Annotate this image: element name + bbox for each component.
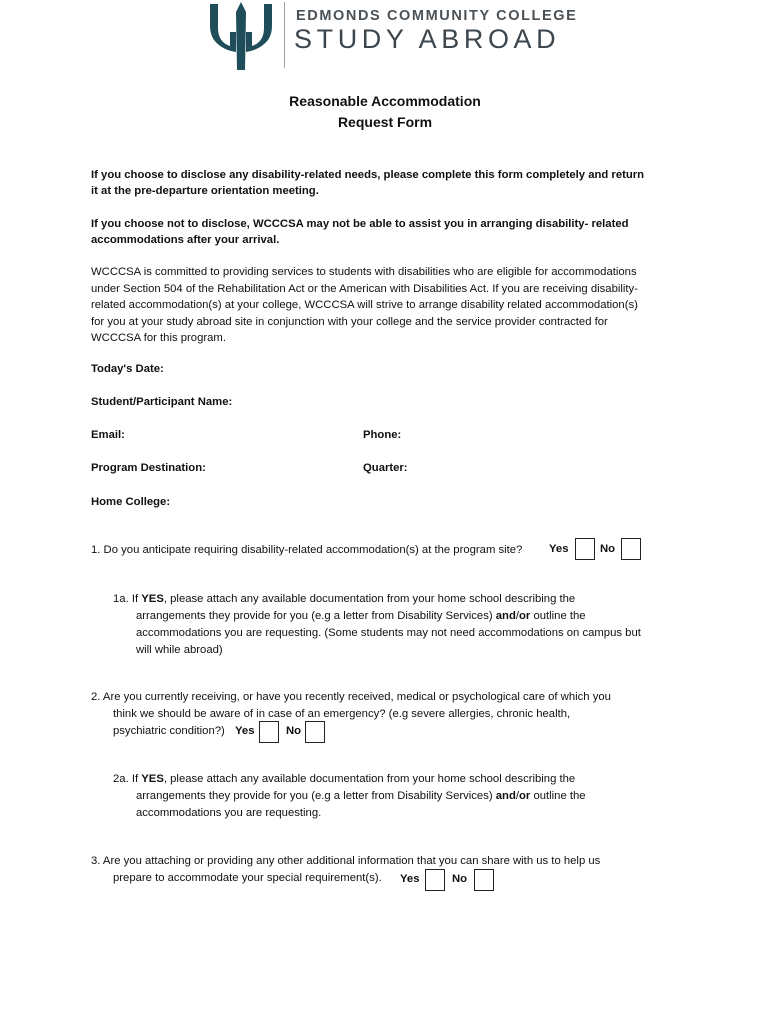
program-destination-label: Program Destination:: [91, 462, 206, 474]
home-college-label: Home College:: [91, 496, 171, 508]
q1-yes-checkbox[interactable]: [575, 538, 595, 560]
program-name: STUDY ABROAD: [294, 24, 561, 54]
todays-date-label: Today's Date:: [91, 363, 164, 375]
q2-no-checkbox[interactable]: [305, 721, 325, 743]
q1-yes-label: Yes: [549, 543, 569, 555]
college-name: EDMONDS COMMUNITY COLLEGE: [296, 8, 578, 24]
question-2a: 2a. If YES, please attach any available documentation from your home school describing the arrangements they provide for you (e.g a letter from Disability Services) and/or outline the accommodations you are requesting.: [113, 773, 586, 819]
q2-yes-label: Yes: [235, 725, 255, 737]
question-3: 3. Are you attaching or providing any other additional information that you can share with us to help us prepare to accommodate your special requirement(s).: [91, 855, 601, 884]
q1-no-checkbox[interactable]: [621, 538, 641, 560]
form-title: Reasonable Accommodation: [289, 93, 481, 109]
question-1a: 1a. If YES, please attach any available documentation from your home school describing the arrangements they provide for you (e.g a letter from Disability Services) and/or outline the accommodations you are requesting. (Some students may not need accommodations on campus but will while abroad): [113, 593, 641, 656]
question-1: 1. Do you anticipate requiring disability-related accommodation(s) at the program site?: [91, 544, 523, 556]
commitment-paragraph: WCCCSA is committed to providing services to students with disabilities who are eligible for accommodations under Section 504 of the Rehabilitation Act or the American with Disabilities Act. If you are receiving disability- related accommodation(s) at your college, WCCCSA will strive to arrange disability related accommodation(s) for you at your study abroad site in conjunction with your college and the service provider contracted for WCCCSA for this program.: [91, 266, 638, 345]
disclose-paragraph: If you choose to disclose any disability-related needs, please complete this form completely and return it at the pre-departure orientation meeting.: [91, 169, 645, 197]
email-label: Email:: [91, 429, 125, 441]
participant-name-label: Student/Participant Name:: [91, 396, 233, 408]
trident-icon: [208, 2, 274, 70]
quarter-label: Quarter:: [363, 462, 408, 474]
q3-yes-checkbox[interactable]: [425, 869, 445, 891]
logo-divider: [284, 2, 285, 68]
question-2: 2. Are you currently receiving, or have you recently received, medical or psychological care of which you think we should be aware of in case of an emergency? (e.g severe allergies, chronic health, psychiatric condition?): [91, 691, 611, 737]
form-subtitle: Request Form: [337, 114, 433, 130]
q2-yes-checkbox[interactable]: [259, 721, 279, 743]
q3-no-checkbox[interactable]: [474, 869, 494, 891]
q2-no-label: No: [286, 725, 302, 737]
q3-yes-label: Yes: [400, 873, 420, 885]
not-disclose-paragraph: If you choose not to disclose, WCCCSA may not be able to assist you in arranging disability- related accommodations after your arrival.: [91, 218, 629, 246]
phone-label: Phone:: [363, 429, 402, 441]
q3-no-label: No: [452, 873, 468, 885]
q1-no-label: No: [600, 543, 616, 555]
